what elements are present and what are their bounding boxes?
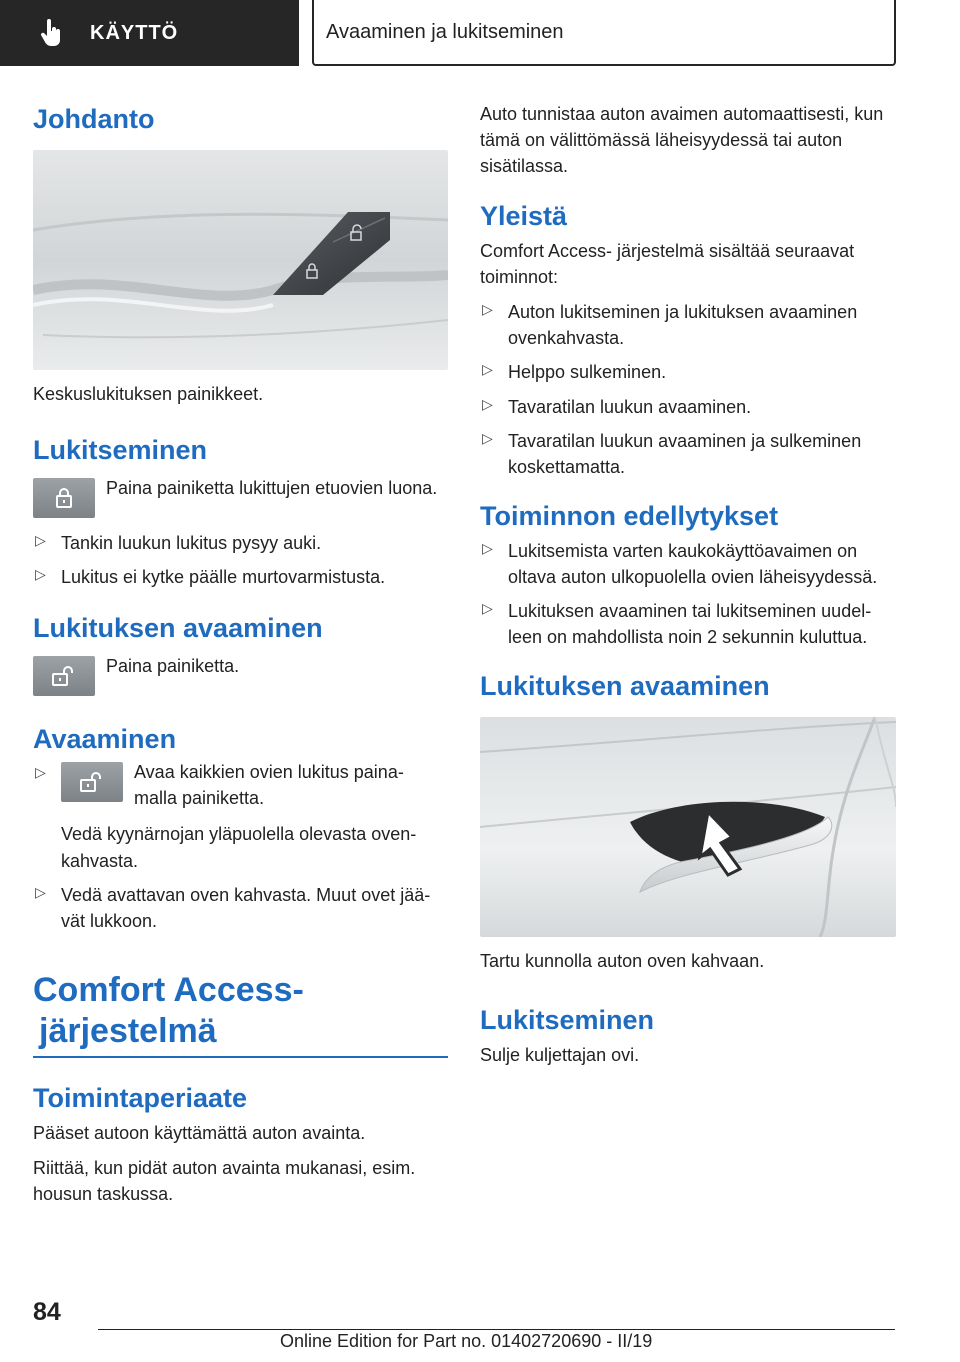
heading-unlocking: Lukituksen avaaminen: [33, 612, 323, 643]
triangle-right-icon: ▷: [482, 599, 493, 616]
list-item: ▷ Lukituksen avaaminen tai lukitseminen uudel- leen on mahdollista noin 2 sekunnin kuluttua.: [482, 599, 872, 647]
unlock-button-image: [33, 656, 95, 696]
list-item: ▷ Tavaratilan luukun avaaminen ja sulkeminen koskettamatta.: [482, 429, 862, 477]
list-item: ▷ Auton lukitseminen ja lukituksen avaaminen ovenkahvasta.: [482, 301, 858, 349]
general-bullets: [480, 299, 896, 480]
lock-bullets: [33, 530, 448, 590]
unlock-button-image: [61, 762, 123, 802]
edition-text: Online Edition for Part no. 01402720690 - II/19: [280, 1331, 653, 1351]
triangle-right-icon: ▷: [35, 883, 46, 900]
heading-requirements: Toiminnon edellytykset: [480, 500, 779, 531]
triangle-right-icon: ▷: [35, 764, 46, 781]
triangle-right-icon: ▷: [35, 565, 46, 582]
principle-text-1: Pääset autoon käyttämättä auton avainta.: [33, 1123, 366, 1144]
heading-rule: [33, 1056, 448, 1058]
triangle-right-icon: ▷: [482, 361, 493, 378]
door-handle-photo: [480, 717, 896, 937]
heading-unlocking-comfort: Lukituksen avaaminen: [480, 670, 770, 701]
page-number: 84: [33, 1298, 61, 1326]
heading-comfort-access-2: järjestelmä: [39, 1011, 217, 1050]
lock-open-icon: [51, 665, 77, 687]
triangle-right-icon: ▷: [482, 395, 493, 412]
left-column: [33, 96, 448, 1207]
list-item: ▷ Avaa kaikkien ovien lukitus paina- malla painiketta. Vedä kyynärnojan yläpuolella olevasta oven- kahvasta.: [35, 762, 417, 871]
section-tab: [312, 0, 896, 66]
door-buttons-photo: [33, 150, 448, 370]
triangle-right-icon: ▷: [482, 301, 493, 318]
list-item: ▷ Tavaratilan luukun avaaminen.: [482, 395, 752, 417]
general-text: Comfort Access- järjestelmä sisältää seuraavat toiminnot:: [480, 241, 855, 288]
lock-button-image: [33, 478, 95, 518]
chapter-tab: [0, 0, 299, 66]
right-column: [480, 96, 896, 1068]
list-item: ▷ Lukitsemista varten kaukokäyttöavaimen on oltava auton ulkopuolella ovien läheisyydessä.: [482, 539, 878, 587]
lock-instruction: [33, 478, 448, 518]
heading-locking: Lukitseminen: [33, 434, 208, 465]
lock-text: Paina painiketta lukittujen etuovien luona.: [106, 477, 438, 498]
principle-text-2: Riittää, kun pidät auton avainta mukanasi, esim. housun taskussa.: [33, 1158, 416, 1205]
locking-text: Sulje kuljettajan ovi.: [480, 1044, 640, 1065]
list-item: ▷ Lukitus ei kytke päälle murtovarmistusta.: [35, 565, 386, 587]
list-item: ▷ Helppo sulkeminen.: [482, 361, 667, 383]
list-item: ▷ Tankin luukun lukitus pysyy auki.: [35, 531, 322, 553]
door-panel-illustration: [33, 150, 448, 370]
lock-closed-icon: [54, 487, 74, 509]
chapter-title: KÄYTTÖ: [90, 21, 179, 44]
unlock-instruction: [33, 656, 448, 696]
requirement-bullets: [480, 538, 896, 650]
door-handle-illustration: [480, 717, 896, 937]
triangle-right-icon: ▷: [482, 539, 493, 556]
opening-bullets: [33, 762, 448, 934]
triangle-right-icon: ▷: [35, 531, 46, 548]
heading-comfort-access-1: Comfort Access-: [33, 970, 304, 1009]
pointing-hand-icon: [36, 18, 66, 48]
triangle-right-icon: ▷: [482, 429, 493, 446]
heading-opening: Avaaminen: [33, 723, 177, 754]
chapter-heading: [33, 970, 448, 1052]
footer-rule: [98, 1329, 895, 1330]
lock-open-icon: [79, 771, 105, 793]
unlock-text: Paina painiketta.: [106, 655, 240, 676]
list-item: ▷ Vedä avattavan oven kahvasta. Muut ovet jää- vät lukkoon.: [35, 883, 431, 931]
heading-general: Yleistä: [480, 201, 568, 232]
heading-intro: Johdanto: [33, 104, 155, 134]
heading-locking-comfort: Lukitseminen: [480, 1004, 655, 1035]
intro-caption: Keskuslukituksen painikkeet.: [33, 383, 264, 404]
right-intro-text: Auto tunnistaa auton avaimen automaattisesti, kun tämä on välittömässä läheisyydessä tai auton sisätilassa.: [480, 104, 884, 177]
section-title: Avaaminen ja lukitseminen: [326, 20, 564, 43]
heading-principle: Toimintaperiaate: [33, 1083, 248, 1114]
handle-caption: Tartu kunnolla auton oven kahvaan.: [480, 950, 765, 971]
